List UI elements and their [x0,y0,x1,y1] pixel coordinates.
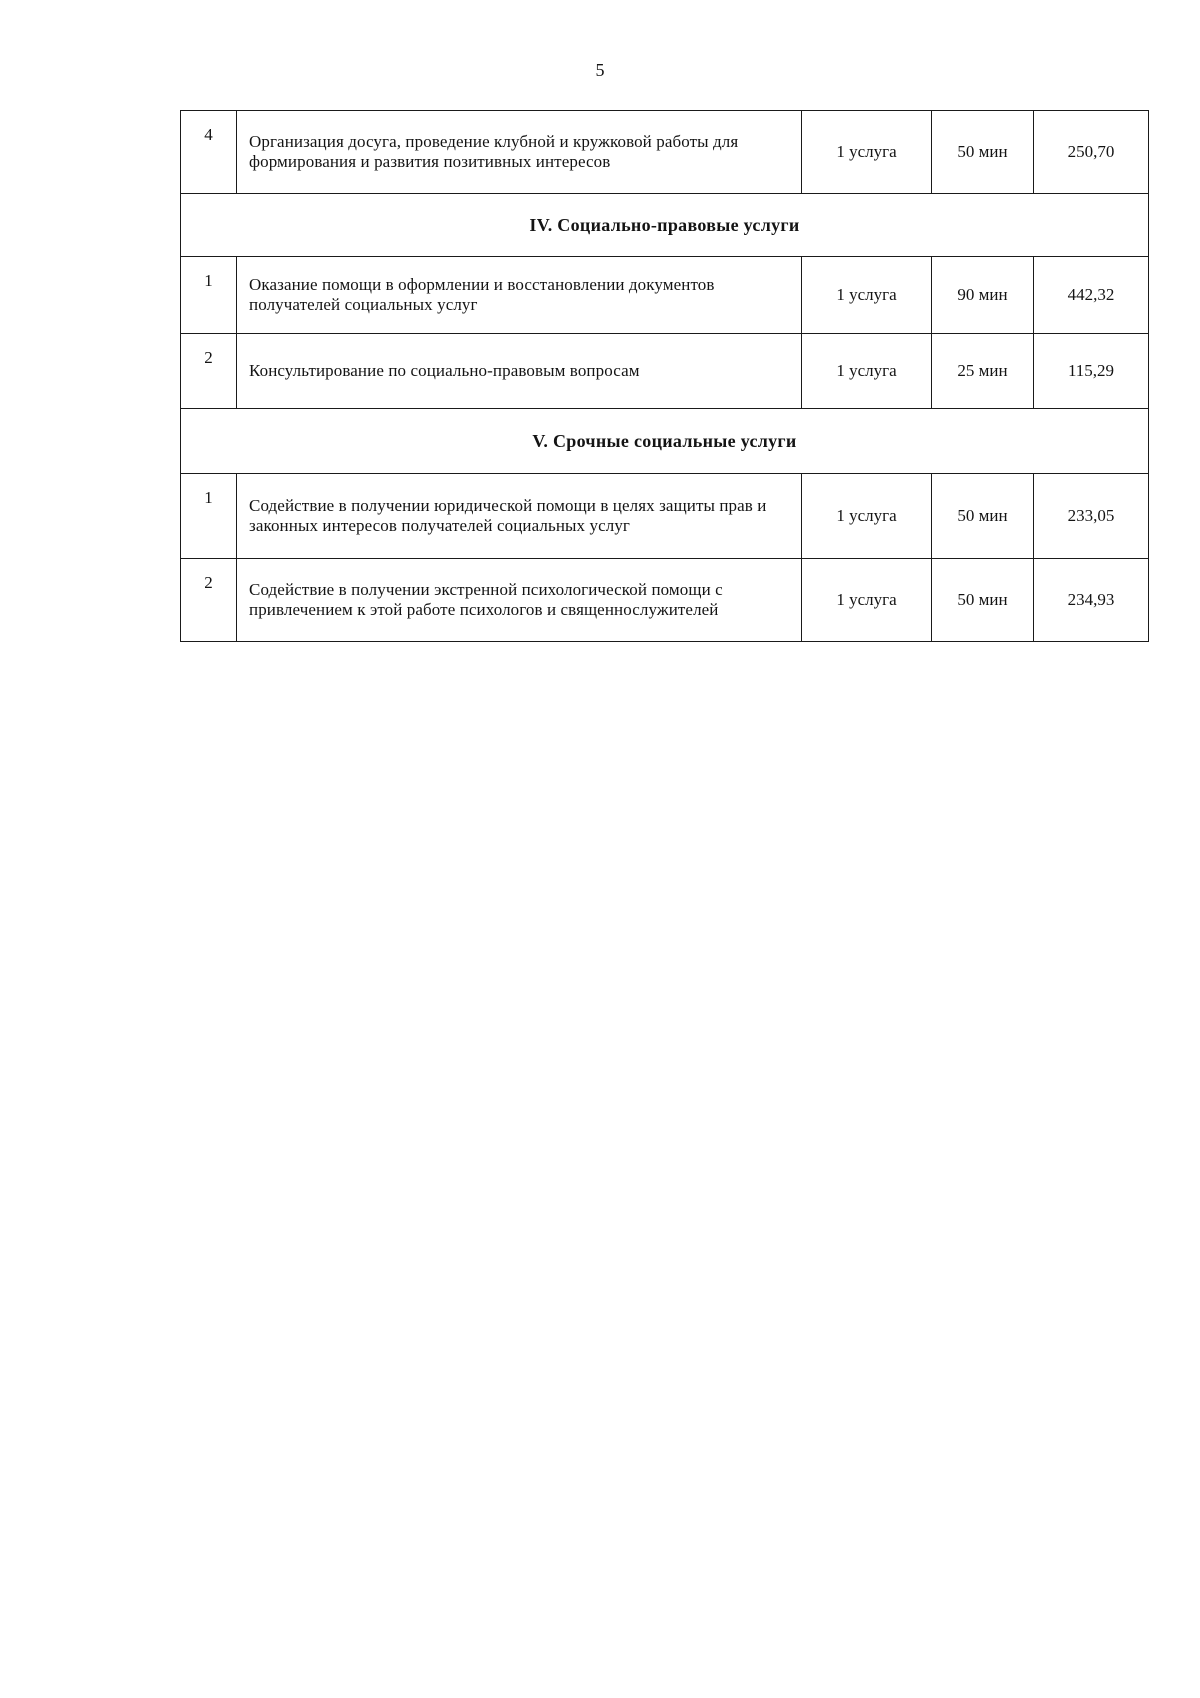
section-title: IV. Социально-правовые услуги [181,194,1149,257]
service-unit: 1 услуга [802,559,932,642]
service-unit: 1 услуга [802,334,932,409]
service-price: 234,93 [1034,559,1149,642]
section-title: V. Срочные социальные услуги [181,409,1149,474]
service-unit: 1 услуга [802,474,932,559]
service-price: 250,70 [1034,111,1149,194]
section-header-row [181,194,1149,257]
service-name: Содействие в получении экстренной психологической помощи с привлечением к этой работе психологов и священнослужителей [237,559,802,642]
service-price: 115,29 [1034,334,1149,409]
service-name: Содействие в получении юридической помощи в целях защиты прав и законных интересов получателей социальных услуг [237,474,802,559]
service-duration: 50 мин [932,474,1034,559]
service-name: Оказание помощи в оформлении и восстановлении документов получателей социальных услуг [237,257,802,334]
row-number: 1 [181,257,237,334]
service-unit: 1 услуга [802,111,932,194]
table-row [181,257,1149,334]
service-duration: 50 мин [932,111,1034,194]
service-duration: 50 мин [932,559,1034,642]
table-row [181,334,1149,409]
service-price: 442,32 [1034,257,1149,334]
row-number: 2 [181,559,237,642]
row-number: 1 [181,474,237,559]
service-name: Организация досуга, проведение клубной и кружковой работы для формирования и развития позитивных интересов [237,111,802,194]
row-number: 2 [181,334,237,409]
service-price: 233,05 [1034,474,1149,559]
table-row [181,559,1149,642]
service-unit: 1 услуга [802,257,932,334]
service-duration: 25 мин [932,334,1034,409]
table-row [181,111,1149,194]
page-number: 5 [595,60,605,80]
service-duration: 90 мин [932,257,1034,334]
table-row [181,474,1149,559]
service-name: Консультирование по социально-правовым вопросам [237,334,802,409]
services-tariff-table [180,110,1149,642]
row-number: 4 [181,111,237,194]
section-header-row [181,409,1149,474]
